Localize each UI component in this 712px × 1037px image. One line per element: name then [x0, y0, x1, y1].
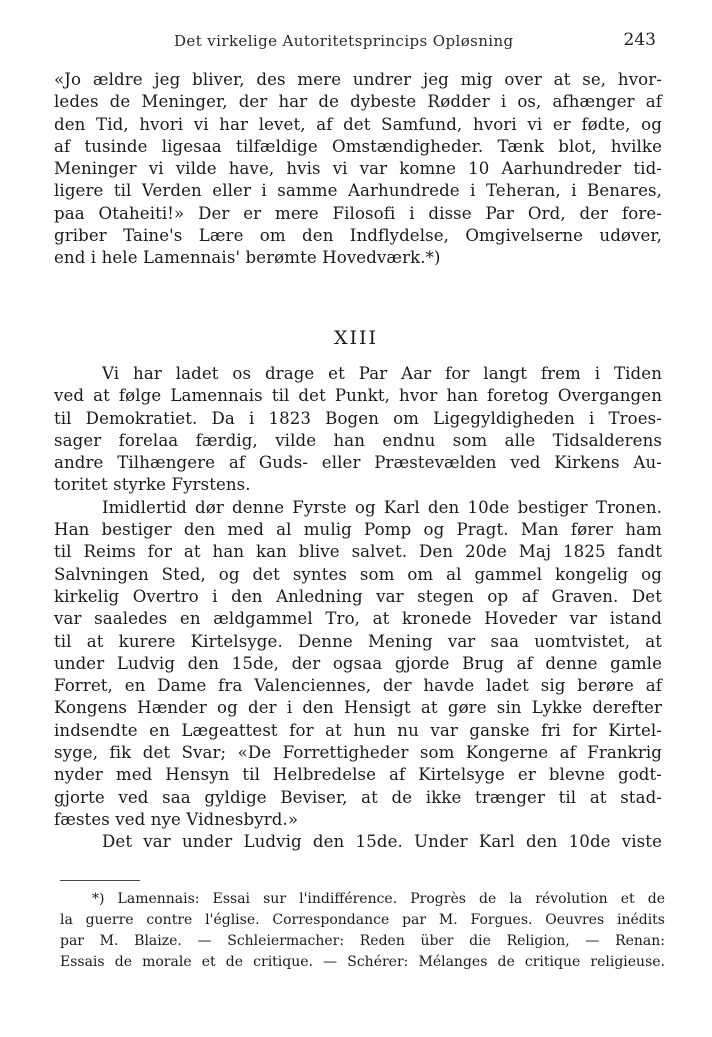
text-line: til Reims for at han kan blive salvet. Den 20de Maj 1825 fandt: [54, 542, 662, 562]
text-line: af tusinde ligesaa tilfældige Omstændigheder. Tænk blot, hvilke: [54, 136, 662, 156]
text-line: end i hele Lamennais' berømte Hovedværk.*): [54, 248, 441, 268]
text-line: griber Taine's Lære om den Indflydelse, Omgivelserne udøver,: [54, 226, 662, 246]
text-line: til Demokratiet. Da i 1823 Bogen om Ligegyldigheden i Troes-: [54, 408, 662, 428]
text-line: kirkelig Overtro i den Anledning var stegen op af Graven. Det: [54, 586, 662, 606]
text-line: Det var under Ludvig den 15de. Under Karl den 10de viste: [102, 832, 662, 852]
text-line: toritet styrke Fyrstens.: [54, 475, 251, 495]
text-line: Salvningen Sted, og det syntes som om al gammel kongelig og: [54, 564, 662, 584]
text-line: ledes de Meninger, der har de dybeste Rødder i os, afhænger af: [54, 92, 662, 112]
text-line: ved at følge Lamennais til det Punkt, hvor han foretog Overgangen: [54, 386, 662, 406]
text-line: sager forelaa færdig, vilde han endnu som alle Tidsalderens: [54, 430, 662, 450]
text-line: Forret, en Dame fra Valenciennes, der havde ladet sig berøre af: [54, 676, 662, 696]
text-line: under Ludvig den 15de, der ogsaa gjorde Brug af denne gamle: [54, 653, 662, 673]
text-line: syge, fik det Svar; «De Forrettigheder som Kongerne af Frankrig: [54, 743, 662, 763]
text-line: Meninger vi vilde have, hvis vi var komne 10 Aarhundreder tid-: [54, 159, 662, 179]
section-heading: XIII: [333, 327, 379, 349]
text-line: ligere til Verden eller i samme Aarhundrede i Teheran, i Benares,: [54, 181, 662, 201]
page-number: 243: [623, 30, 656, 50]
text-line: paa Otaheiti!» Der er mere Filosofi i disse Par Ord, der fore-: [54, 203, 662, 223]
text-line: Imidlertid dør denne Fyrste og Karl den 10de bestiger Tronen.: [102, 497, 662, 517]
text-line: Kongens Hænder og der i den Hensigt at gøre sin Lykke derefter: [54, 698, 662, 718]
text-line: gjorte ved saa gyldige Beviser, at de ikke trænger til at stad-: [54, 787, 662, 807]
page-header: [54, 32, 658, 56]
text-line: nyder med Hensyn til Helbredelse af Kirtelsyge er blevne godt-: [54, 765, 662, 785]
text-line: den Tid, hvori vi har levet, af det Samfund, hvori vi er fødte, og: [54, 114, 662, 134]
text-line: til at kurere Kirtelsyge. Denne Mening var saa uomtvistet, at: [54, 631, 662, 651]
footnote-divider: [60, 880, 140, 881]
paragraph-quote: [54, 69, 662, 270]
text-line: fæstes ved nye Vidnesbyrd.»: [54, 809, 299, 829]
footnote-line: *) Lamennais: Essai sur l'indifférence. Progrès de la révolution et de: [92, 891, 665, 907]
footnote-line: par M. Blaize. — Schleiermacher: Reden über die Religion, — Renan:: [60, 933, 665, 949]
text-line: andre Tilhængere af Guds- eller Præstevælden ved Kirkens Au-: [54, 453, 662, 473]
footnote-line: la guerre contre l'église. Correspondance par M. Forgues. Oeuvres inédits: [60, 912, 665, 928]
text-line: Han bestiger den med al mulig Pomp og Pragt. Man fører ham: [54, 520, 662, 540]
footnote-line: Essais de morale et de critique. — Schérer: Mélanges de critique religieuse.: [60, 954, 665, 970]
text-line: Vi har ladet os drage et Par Aar for langt frem i Tiden: [102, 364, 662, 383]
running-title: Det virkelige Autoritetsprincips Opløsning: [174, 32, 514, 50]
paragraph-main: [54, 363, 662, 854]
footnote: [60, 889, 665, 973]
text-line: var saaledes en ældgammel Tro, at kronede Hoveder var istand: [54, 609, 662, 629]
text-line: «Jo ældre jeg bliver, des mere undrer jeg mig over at se, hvor-: [54, 70, 662, 89]
text-line: indsendte en Lægeattest for at hun nu var ganske fri for Kirtel-: [54, 720, 662, 740]
